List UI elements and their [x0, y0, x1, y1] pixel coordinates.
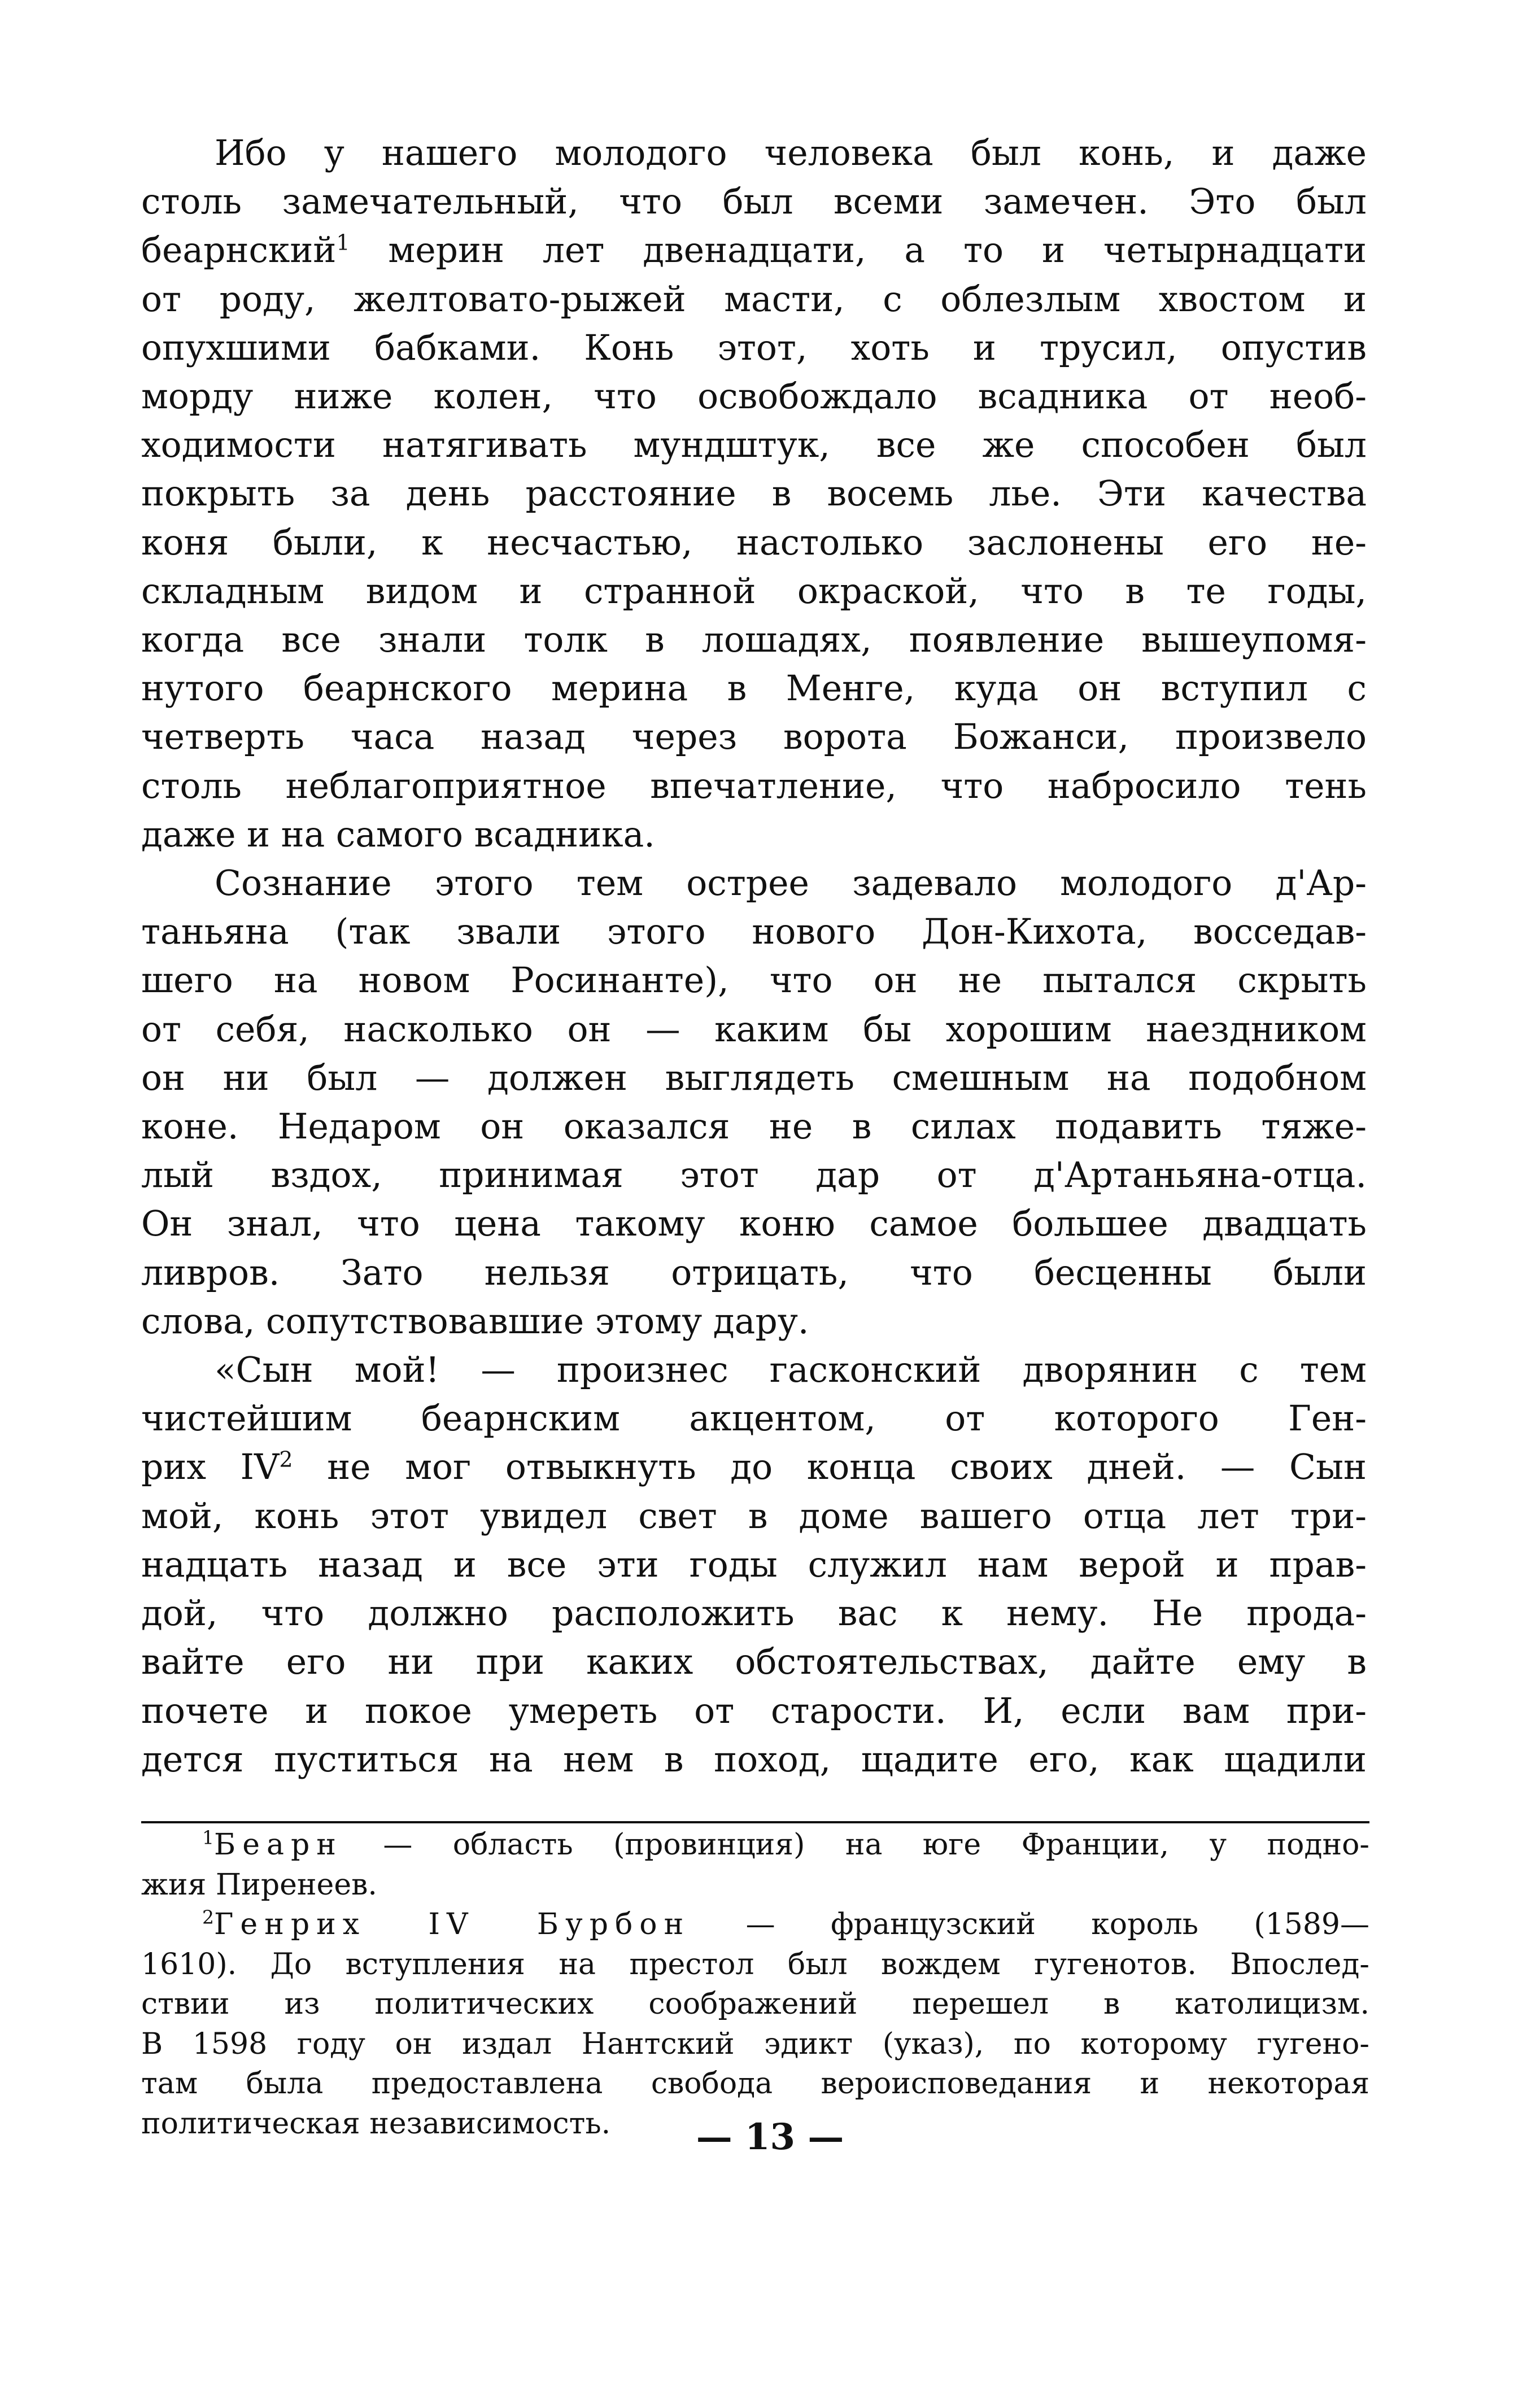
footnote-separator	[141, 1821, 1369, 1823]
text-line: ходимости натягивать мундштук, все же способен был	[141, 425, 1367, 466]
footnote-line	[141, 1825, 1369, 1865]
footnote-line: ствии из политических соображений перешел в католицизм.	[141, 1987, 1369, 2021]
footnote-mark-2: 2	[202, 1906, 214, 1928]
footnote-term: Генрих IV Бурбон	[214, 1908, 691, 1941]
text-line: четверть часа назад через ворота Божанси, произвело	[141, 717, 1367, 758]
text-fragment: беарнский	[141, 230, 337, 271]
text-line: дой, что должно расположить вас к нему. Не прода-	[141, 1593, 1367, 1634]
text-line: слова, сопутствовавшие этому дару.	[141, 1300, 809, 1342]
text-line: от роду, желтовато-рыжей масти, с облезлым хвостом и	[141, 278, 1367, 320]
text-line: мой, конь этот увидел свет в доме вашего отца лет три-	[141, 1495, 1367, 1537]
text-line: коне. Недаром он оказался не в силах подавить тяже-	[141, 1106, 1367, 1147]
text-line: складным видом и странной окраской, что в те годы,	[141, 570, 1367, 612]
footnote-line	[141, 1905, 1369, 1945]
paragraph-1	[141, 129, 1367, 859]
text-line: от себя, насколько он — каким бы хорошим наездником	[141, 1009, 1367, 1050]
footnote-line: политическая независимость.	[141, 2106, 611, 2141]
footnote-text: — область (провинция) на юге Франции, у подно-	[383, 1828, 1369, 1862]
text-line: покрыть за день расстояние в восемь лье. Эти качества	[141, 473, 1367, 514]
text-line: морду ниже колен, что освобождало всадника от необ-	[141, 376, 1367, 417]
text-line: таньяна (так звали этого нового Дон-Кихота, восседав-	[141, 911, 1367, 953]
text-line: даже и на самого всадника.	[141, 814, 655, 855]
footnote-line: 1610). До вступления на престол был вождем гугенотов. Впослед-	[141, 1947, 1369, 1981]
text-line: надцать назад и все эти годы служил нам верой и прав-	[141, 1544, 1367, 1585]
text-line: Сознание этого тем острее задевало молодого д'Ар-	[215, 863, 1367, 904]
footnote-1	[141, 1825, 1369, 1905]
text-line: коня были, к несчастью, настолько заслонены его не-	[141, 522, 1367, 563]
text-line: дется пуститься на нем в поход, щадите его, как щадили	[141, 1739, 1367, 1780]
text-line	[141, 1443, 1367, 1491]
text-line: нутого беарнского мерина в Менге, куда он вступил с	[141, 668, 1367, 709]
main-text	[141, 129, 1367, 1784]
text-fragment: не мог отвыкнуть до конца своих дней. — Сын	[327, 1447, 1367, 1488]
text-line: Ибо у нашего молодого человека был конь, и даже	[215, 133, 1367, 173]
text-line: когда все знали толк в лошадях, появление вышеупомя-	[141, 619, 1367, 661]
paragraph-3	[141, 1346, 1367, 1784]
text-line: лый вздох, принимая этот дар от д'Артаньяна-отца.	[141, 1155, 1367, 1196]
text-line: ливров. Зато нельзя отрицать, что бесценны были	[141, 1252, 1367, 1293]
footnote-ref-1: 1	[336, 230, 350, 255]
text-fragment: рих IV	[141, 1447, 280, 1488]
footnote-line: В 1598 году он издал Нантский эдикт (указ), по которому гугено-	[141, 2027, 1369, 2061]
text-line: вайте его ни при каких обстоятельствах, дайте ему в	[141, 1642, 1367, 1683]
text-line: чистейшим беарнским акцентом, от которого Ген-	[141, 1398, 1367, 1439]
footnotes	[141, 1825, 1369, 2144]
text-line	[141, 226, 1367, 274]
footnote-ref-2: 2	[279, 1447, 293, 1472]
footnote-2	[141, 1905, 1369, 2144]
text-line: почете и покое умереть от старости. И, если вам при-	[141, 1690, 1367, 1731]
text-fragment: мерин лет двенадцати, а то и четырнадцати	[388, 230, 1367, 271]
text-line: столь неблагоприятное впечатление, что набросило тень	[141, 765, 1367, 806]
paragraph-2	[141, 859, 1367, 1346]
footnote-line: жия Пиренеев.	[141, 1867, 377, 1902]
text-line: столь замечательный, что был всеми замечен. Это был	[141, 181, 1367, 222]
text-line: «Сын мой! — произнес гасконский дворянин с тем	[215, 1350, 1367, 1391]
footnote-text: — французский король (1589—	[745, 1908, 1369, 1941]
text-line: шего на новом Росинанте), что он не пытался скрыть	[141, 960, 1367, 1001]
text-line: опухшими бабками. Конь этот, хоть и трусил, опустив	[141, 327, 1367, 368]
text-line: Он знал, что цена такому коню самое большее двадцать	[141, 1203, 1367, 1245]
footnote-mark-1: 1	[202, 1826, 214, 1849]
page-number: — 13 —	[696, 2116, 844, 2158]
footnote-line: там была предоставлена свобода вероисповедания и некоторая	[141, 2067, 1369, 2101]
text-line: он ни был — должен выглядеть смешным на подобном	[141, 1057, 1367, 1098]
footnote-term: Беарн	[214, 1828, 343, 1862]
